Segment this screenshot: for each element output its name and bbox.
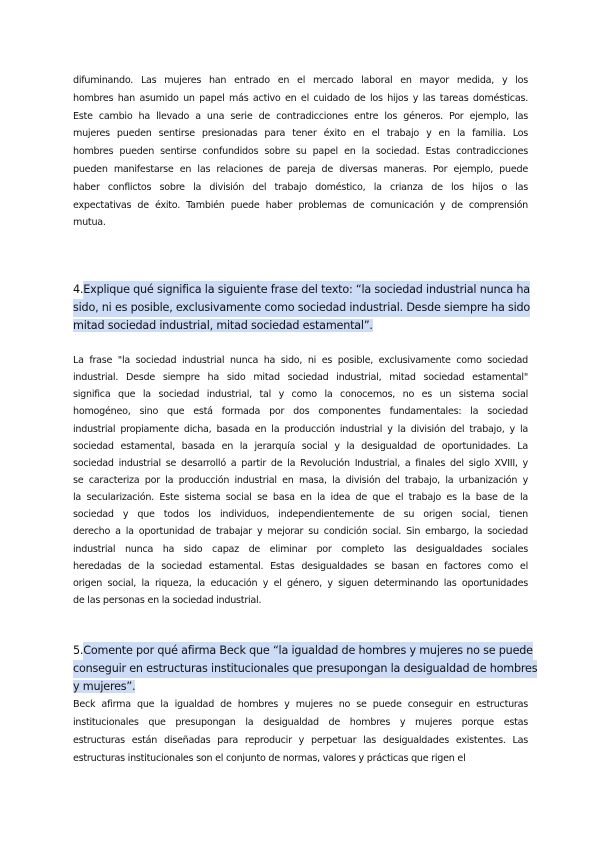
text-line: se caracteriza por la producción industrial en masa, la división del trabajo, la urbanización y [73, 474, 528, 486]
text-line: hombres han asumido un papel más activo en el cuidado de los hijos y las tareas domésticas. [73, 92, 528, 104]
text-line: sociedad industrial se desarrolló a partir de la Revolución Industrial, a finales del siglo XVIII, y [73, 457, 528, 469]
text-line: homogéneo, sino que está formada por dos componentes fundamentales: la sociedad [73, 406, 528, 418]
text-line [73, 281, 528, 299]
text-line [73, 678, 528, 696]
text-line: institucionales que presupongan la desigualdad de hombres y mujeres porque estas [73, 717, 528, 728]
highlighted-question-text: sido, ni es posible, exclusivamente como sociedad industrial. Desde siempre ha sido [73, 299, 530, 317]
text-line: industrial. Desde siempre ha sido mitad sociedad industrial, mitad sociedad estamental" [73, 372, 528, 384]
text-line: Este cambio ha llevado a una serie de contradicciones entre los géneros. Por ejemplo, las [73, 110, 528, 122]
text-line: sociedad y que todos los individuos, independientemente de su origen social, tienen [73, 509, 528, 521]
text-line: sociedad estamental, basada en la jerarquía social y la desigualdad de oportunidades. La [73, 440, 528, 452]
question-4-heading [73, 281, 531, 334]
text-line: significa que la sociedad industrial, tal y como la conocemos, no es un sistema social [73, 389, 528, 401]
text-line: industrial nunca ha sido capaz de eliminar por completo las desigualdades sociales [73, 543, 528, 555]
text-line: industrial propiamente dicha, basada en la producción industrial y la división del trabajo, y la [73, 423, 528, 435]
question-number: 5. [73, 644, 84, 657]
question-number: 4. [73, 283, 84, 296]
question-5-heading [73, 642, 538, 696]
text-line [73, 317, 528, 335]
text-line: expectativas de éxito. También puede haber problemas de comunicación y de comprensión [73, 199, 528, 211]
text-line: mujeres pueden sentirse presionadas para tener éxito en el trabajo y en la familia. Los [73, 128, 528, 140]
text-line: mutua. [73, 217, 106, 229]
text-line: pueden manifestarse en las relaciones de pareja de diversas maneras. Por ejemplo, puede [73, 163, 528, 175]
highlighted-question-text: conseguir en estructuras institucionales que presupongan la desigualdad de hombres [73, 660, 537, 678]
highlighted-question-text: Explique qué significa la siguiente frase del texto: “la sociedad industrial nunca ha [83, 281, 530, 299]
paragraph-gender-contradictions [73, 72, 528, 232]
text-line [73, 299, 531, 317]
highlighted-question-text: Comente por qué afirma Beck que “la igualdad de hombres y mujeres no se puede [83, 642, 533, 660]
text-line [73, 660, 538, 678]
answer-5-paragraph [73, 696, 528, 768]
text-line: derecho a la oportunidad de trabajar y mejorar su condición social. Sin embargo, la sociedad [73, 526, 528, 538]
text-line: estructuras institucionales son el conjunto de normas, valores y prácticas que rigen el [73, 753, 466, 764]
text-line: hombres pueden sentirse confundidos sobre su papel en la sociedad. Estas contradicciones [73, 146, 528, 158]
text-line: haber conflictos sobre la división del trabajo doméstico, la crianza de los hijos o las [73, 181, 528, 193]
text-line: la secularización. Este sistema social se basa en la idea de que el trabajo es la base de la [73, 492, 528, 504]
text-line: difuminando. Las mujeres han entrado en el mercado laboral en mayor medida, y los [73, 75, 528, 86]
text-line: de las personas en la sociedad industrial. [73, 594, 262, 606]
highlighted-question-text: y mujeres”. [73, 680, 136, 693]
text-line: origen social, la riqueza, la educación y el género, y siguen determinando las oportunidades [73, 577, 528, 589]
text-line: heredadas de la sociedad estamental. Estas desigualdades se basan en factores como el [73, 560, 528, 572]
text-line: Beck afirma que la igualdad de hombres y mujeres no se puede conseguir en estructuras [73, 699, 528, 710]
text-line: La frase "la sociedad industrial nunca ha sido, ni es posible, exclusivamente como sociedad [73, 355, 528, 366]
highlighted-question-text: mitad sociedad industrial, mitad sociedad estamental”. [73, 318, 373, 332]
text-line [73, 642, 533, 660]
answer-4-paragraph [73, 352, 528, 609]
text-line: estructuras están diseñadas para reproducir y perpetuar las desigualdades existentes. Las [73, 735, 528, 746]
